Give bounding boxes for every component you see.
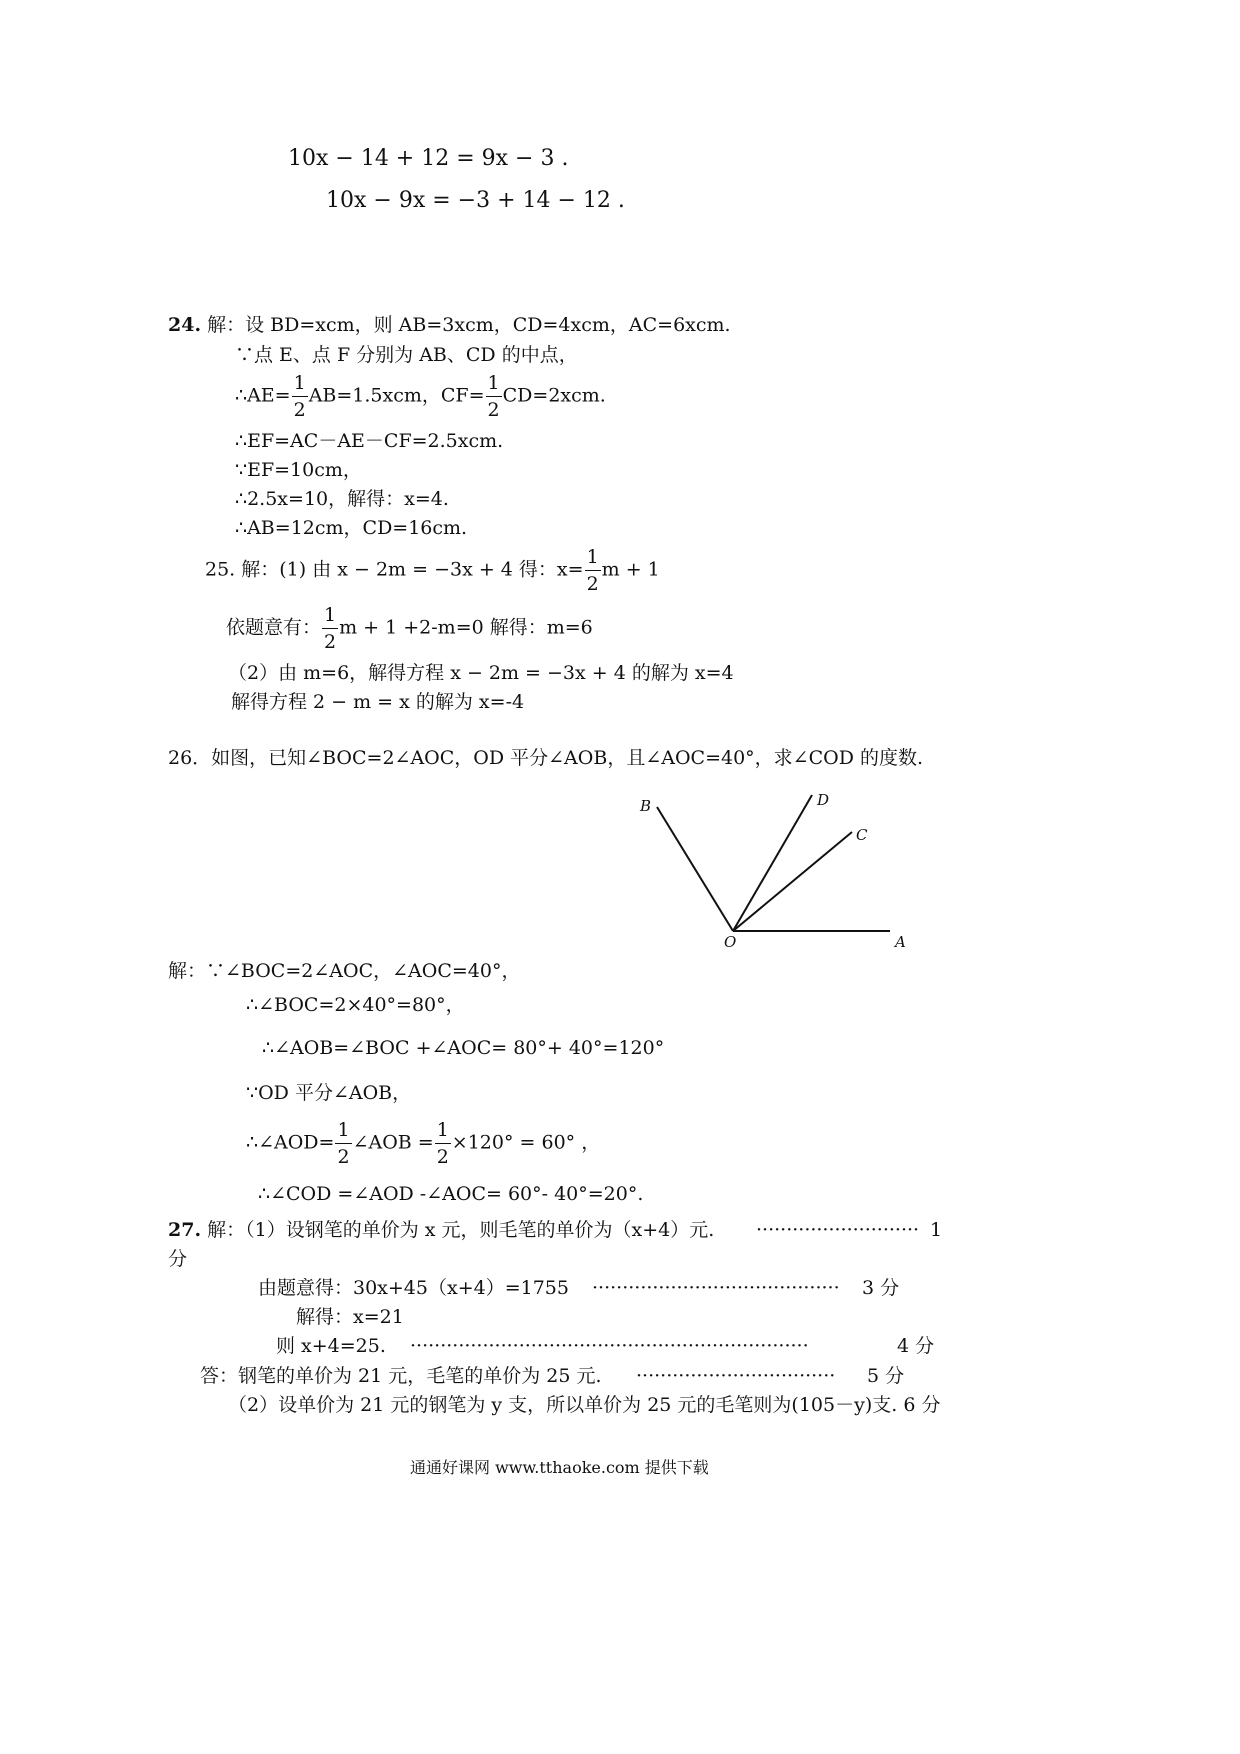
fraction-half: $\frac{1}{2}$ [293,372,306,421]
q26-solution-4: ∵OD 平分∠AOB， [246,1082,412,1104]
q25-line-2: 依题意有： $\frac{1}{2}$ m + 1 +2-m=0 解得：m=6 [226,604,593,653]
q25-line-4: 解得方程 2 − m = x 的解为 x=-4 [231,691,525,713]
label-O: O [724,933,737,951]
ray-OD [733,795,812,931]
score-dots: ··························· [756,1219,920,1241]
q26-solution-6: ∴∠COD =∠AOD -∠AOC= 60°- 40°=20°. [258,1183,644,1205]
q26-solution-2: ∴∠BOC=2×40°=80°， [246,994,465,1016]
q24-line-2: ∵点 E、点 F 分别为 AB、CD 的中点， [235,344,578,366]
score-4: 4 分 [897,1335,935,1357]
ray-OB [657,807,733,931]
q25-line-1: 25. 解：(1) 由 x − 2m = −3x + 4 得：x= $\frac{1}{2}$ m + 1 [205,546,660,595]
q27-line-2: 由题意得：30x+45（x+4）=1755 [258,1277,569,1299]
q26-solution-1: 解：∵∠BOC=2∠AOC，∠AOC=40°， [168,960,521,982]
q26-solution-5: ∴∠AOD= $\frac{1}{2}$ ∠AOB = $\frac{1}{2}$ ×120° = 60° ， [246,1119,601,1168]
fraction-half: $\frac{1}{2}$ [337,1119,350,1168]
fraction-half: $\frac{1}{2}$ [586,546,599,595]
q24-line-5: ∵EF=10cm， [235,459,362,481]
q27-line-1-continued: 分 [168,1248,188,1270]
q24-line-7: ∴AB=12cm，CD=16cm. [235,517,468,539]
q27-line-4: 则 x+4=25. [276,1335,386,1357]
score-5: 5 分 [867,1365,905,1387]
q27-line-1: 27. 解：（1）设钢笔的单价为 x 元，则毛笔的单价为（x+4）元. [168,1219,715,1241]
q27-number: 27. [168,1219,202,1241]
q27-line-6: （2）设单价为 21 元的钢笔为 y 支，所以单价为 25 元的毛笔则为(105－y)支. 6 分 [228,1394,941,1416]
q24-line-4: ∴EF=AC－AE－CF=2.5xcm. [235,430,504,452]
label-C: C [856,826,868,844]
score-dots: ········································· [592,1277,840,1299]
q26-stem: 26．如图，已知∠BOC=2∠AOC，OD 平分∠AOB，且∠AOC=40°，求∠COD 的度数. [168,747,924,769]
fraction-half: $\frac{1}{2}$ [436,1119,449,1168]
score-dots: ·································································· [410,1335,809,1357]
label-B: B [640,797,652,815]
q26-solution-3: ∴∠AOB=∠BOC +∠AOC= 80°+ 40°=120° [262,1037,665,1059]
fraction-half: $\frac{1}{2}$ [324,604,337,653]
ray-OC [733,832,852,931]
angle-diagram [630,780,920,960]
q27-line-3: 解得：x=21 [296,1306,404,1328]
q24-line-3: ∴AE= $\frac{1}{2}$ AB=1.5xcm，CF= $\frac{1}{2}$ CD=2xcm. [235,372,606,421]
equation-line-1: 10x − 14 + 12 = 9x − 3 . [288,146,569,171]
page-footer: 通通好课网 www.tthaoke.com 提供下载 [410,1458,709,1477]
score-3: 3 分 [862,1277,900,1299]
label-D: D [817,791,830,809]
score-1: 1 [930,1219,943,1241]
q25-line-3: （2）由 m=6，解得方程 x − 2m = −3x + 4 的解为 x=4 [228,662,734,684]
q24-line-6: ∴2.5x=10，解得：x=4. [235,488,449,510]
q27-line-5: 答：钢笔的单价为 21 元，毛笔的单价为 25 元. [200,1365,602,1387]
q24-number: 24. [168,314,202,336]
equation-line-2: 10x − 9x = −3 + 14 − 12 . [326,188,625,213]
label-A: A [895,933,906,951]
score-dots: ································· [636,1365,836,1387]
fraction-half: $\frac{1}{2}$ [487,372,500,421]
q24-line-1: 24. 解：设 BD=xcm，则 AB=3xcm，CD=4xcm，AC=6xcm. [168,314,731,336]
